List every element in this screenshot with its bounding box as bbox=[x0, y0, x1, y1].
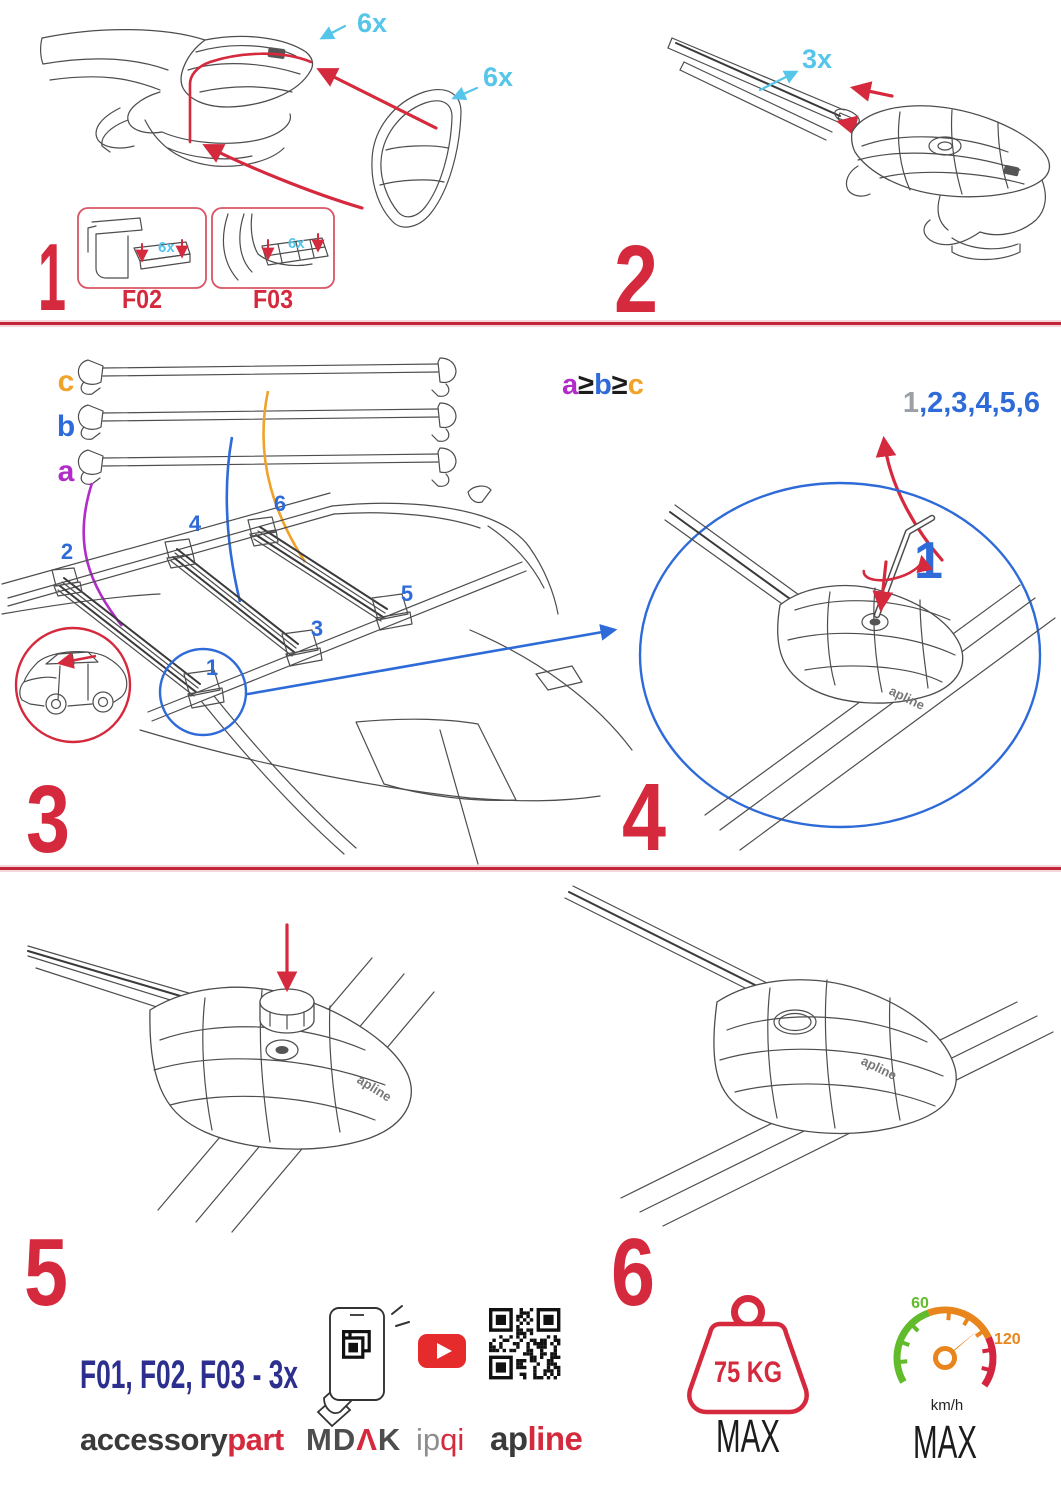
speed-low-tick: 60 bbox=[911, 1295, 929, 1312]
step3-number: 3 bbox=[26, 766, 70, 867]
brand-accessorypart bbox=[80, 1422, 284, 1457]
step1-number: 1 bbox=[38, 224, 66, 322]
leader-curve-a bbox=[84, 483, 122, 626]
step4-number: 4 bbox=[622, 764, 666, 867]
part-box-f03 bbox=[212, 208, 334, 314]
brand-ipqi-gray: ip bbox=[416, 1422, 441, 1457]
foot-assembly-drawing bbox=[846, 106, 1049, 260]
position-4: 4 bbox=[188, 511, 202, 536]
knob bbox=[260, 989, 314, 1033]
qr-code bbox=[489, 1308, 560, 1379]
assembly-arrow bbox=[206, 146, 362, 208]
position-1: 1 bbox=[205, 655, 219, 680]
leader-curve-c bbox=[263, 391, 305, 562]
brand-accessorypart-dark: accessory bbox=[80, 1422, 228, 1457]
sequence-rest: ,2,3,4,5,6 bbox=[919, 387, 1040, 419]
speed-max-label: MAX bbox=[913, 1416, 977, 1468]
step2-illustration bbox=[600, 0, 1061, 322]
formula-ge: ≥ bbox=[611, 369, 628, 401]
crossbar-end-drawing bbox=[41, 30, 313, 167]
step5-number: 5 bbox=[24, 1219, 68, 1312]
step6-number: 6 bbox=[611, 1219, 655, 1312]
cover-part-drawing bbox=[372, 90, 461, 227]
brand-ipqi bbox=[416, 1422, 464, 1457]
formula-b: b bbox=[594, 369, 612, 401]
direction-inset bbox=[16, 628, 130, 742]
finished-foot-drawing bbox=[565, 886, 1053, 1226]
step2-number: 2 bbox=[614, 226, 658, 322]
tightening-drawing bbox=[665, 505, 1055, 850]
step3-illustration bbox=[0, 330, 645, 867]
parts-note: F01, F02, F03 - 3x bbox=[80, 1353, 298, 1397]
qty-label-f02: 6x bbox=[158, 239, 175, 256]
insert-arrow bbox=[854, 88, 892, 96]
brand-mdak bbox=[306, 1422, 401, 1457]
step1-illustration bbox=[0, 0, 561, 322]
formula-ge: ≥ bbox=[578, 369, 595, 401]
qty-label: 3x bbox=[802, 44, 832, 74]
qty-leader-arrow bbox=[454, 88, 477, 98]
position-3: 3 bbox=[310, 616, 324, 641]
qty-label-cap: 6x bbox=[483, 62, 513, 92]
position-6: 6 bbox=[273, 491, 287, 516]
detail-arrow bbox=[248, 630, 614, 694]
brand-apline-red: line bbox=[527, 1420, 583, 1457]
brand-accessorypart-red: part bbox=[227, 1422, 284, 1457]
assembly-arrow bbox=[320, 70, 436, 128]
step4-illustration bbox=[620, 370, 1061, 867]
knob-press-drawing bbox=[28, 925, 434, 1232]
section-divider bbox=[0, 322, 1061, 325]
part-code-f02: F02 bbox=[122, 284, 162, 314]
youtube-icon bbox=[418, 1334, 466, 1368]
speed-max-icon bbox=[897, 1295, 1021, 1468]
sequence-first: 1 bbox=[902, 387, 920, 419]
position-2: 2 bbox=[60, 539, 74, 564]
tighten-sequence bbox=[903, 387, 1040, 419]
step6-illustration bbox=[545, 880, 1061, 1312]
brand-apline bbox=[490, 1420, 583, 1457]
brand-mdak-md: MD bbox=[306, 1422, 357, 1457]
step5-illustration bbox=[0, 880, 545, 1312]
weight-max-label: MAX bbox=[716, 1410, 780, 1462]
brand-mdak-lambda: Λ bbox=[356, 1422, 378, 1457]
clamp-brand: apline bbox=[886, 682, 928, 713]
brand-apline-dark: ap bbox=[490, 1420, 528, 1457]
qty-leader-arrow bbox=[322, 26, 345, 38]
bar-label-b: b bbox=[56, 410, 76, 443]
qty-label-f03: 6x bbox=[288, 235, 305, 252]
footer bbox=[0, 1290, 1061, 1500]
position-5: 5 bbox=[400, 581, 414, 606]
callout-number: 1 bbox=[914, 532, 943, 590]
formula-c: c bbox=[627, 369, 644, 401]
part-box-f02 bbox=[78, 208, 206, 314]
crossbar-drawing bbox=[668, 38, 862, 140]
part-code-f03: F03 bbox=[253, 284, 293, 314]
brand-ipqi-red: qi bbox=[440, 1422, 465, 1457]
weight-value: 75 KG bbox=[714, 1356, 782, 1389]
qty-label-cover: 6x bbox=[357, 8, 387, 38]
formula-a: a bbox=[562, 369, 579, 401]
bar-label-a: a bbox=[57, 455, 75, 488]
brand-mdak-k: K bbox=[377, 1422, 402, 1457]
clamp-brand: apline bbox=[354, 1071, 395, 1105]
speed-high-tick: 120 bbox=[994, 1331, 1021, 1348]
weight-max-icon bbox=[689, 1299, 806, 1463]
scan-qr-phone-icon bbox=[318, 1306, 409, 1426]
speed-unit: km/h bbox=[930, 1397, 964, 1414]
section-divider bbox=[0, 867, 1061, 870]
clamp-brand: apline bbox=[858, 1052, 900, 1083]
bar-label-c: c bbox=[57, 365, 75, 398]
detail-circle bbox=[160, 649, 246, 735]
